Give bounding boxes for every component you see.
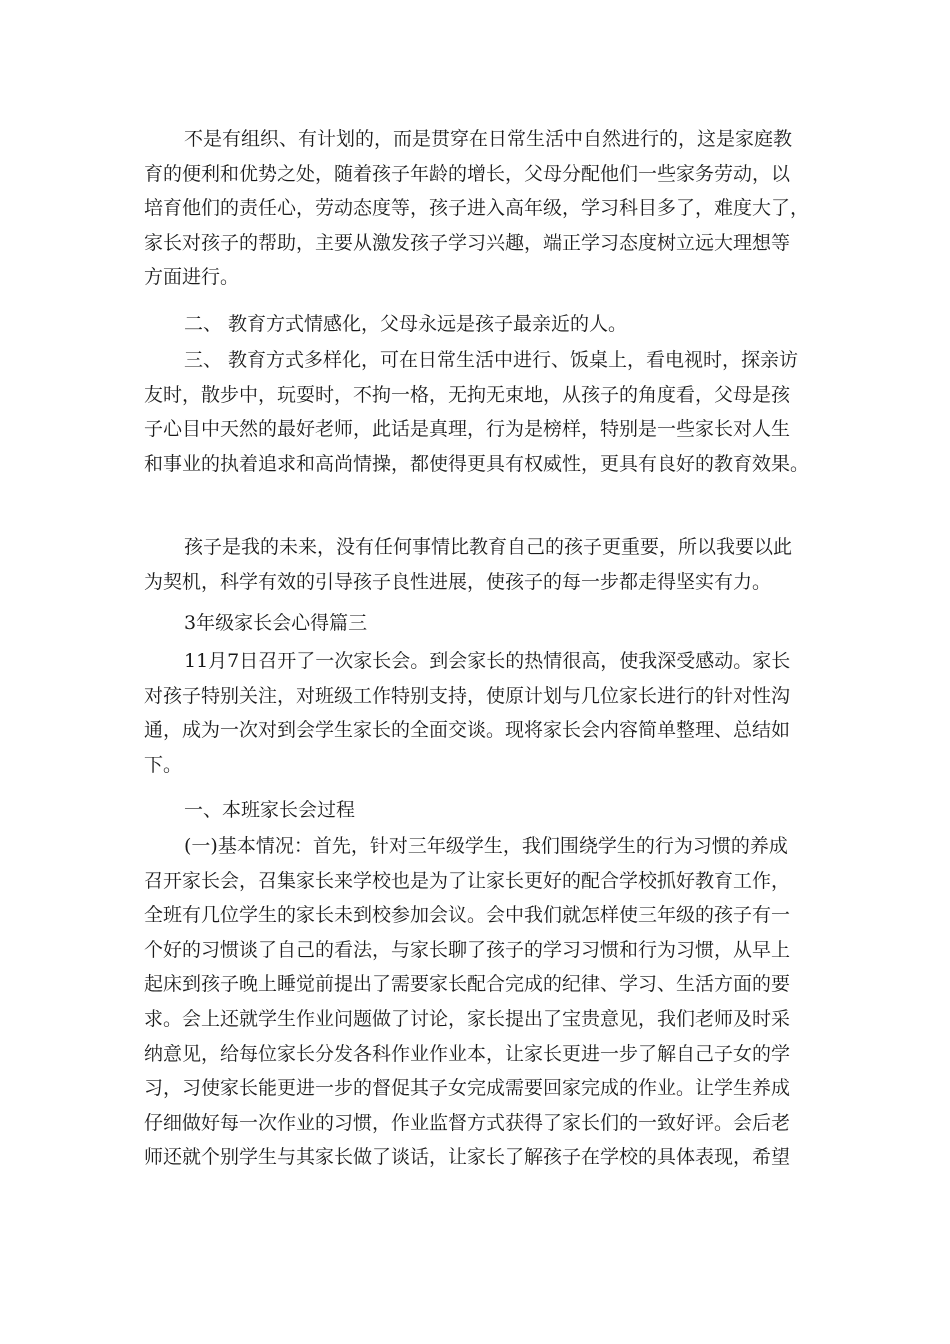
text-line: 孩子是我的未来，没有任何事情比教育自己的孩子更重要，所以我要以此: [184, 536, 793, 558]
text-line: 为契机，科学有效的引导孩子良性进展，使孩子的每一步都走得坚实有力。: [144, 570, 772, 593]
paragraph-point-two: [144, 307, 810, 342]
text-line: 3年级家长会心得篇三: [184, 612, 368, 634]
text-line: 个好的习惯谈了自己的看法，与家长聊了孩子的学习习惯和行为习惯，从早上: [144, 938, 791, 961]
text-line: 师还就个别学生与其家长做了谈话，让家长了解孩子在学校的具体表现，希望: [144, 1146, 791, 1169]
text-line: 一、本班家长会过程: [184, 799, 356, 821]
text-line: 三、 教育方式多样化，可在日常生活中进行、饭桌上，看电视时，探亲访: [184, 349, 799, 371]
section-heading-part-three: [144, 606, 810, 641]
text-line: 习，习使家长能更进一步的督促其子女完成需要回家完成的作业。让学生养成: [144, 1077, 791, 1100]
subheading-meeting-process: [144, 793, 810, 828]
text-line: 召开家长会，召集家长来学校也是为了让家长更好的配合学校抓好教育工作，: [144, 869, 791, 892]
text-line: 下。: [144, 753, 183, 776]
text-line: 起床到孩子晚上睡觉前提出了需要家长配合完成的纪律、学习、生活方面的要: [144, 973, 791, 996]
paragraph-family-education-advantages: [144, 122, 810, 295]
text-line: 二、 教育方式情感化，父母永远是孩子最亲近的人。: [184, 313, 628, 335]
text-line: 对孩子特别关注，对班级工作特别支持，使原计划与几位家长进行的针对性沟: [144, 684, 791, 707]
text-line: 和事业的执着追求和高尚情操，都使得更具有权威性，更具有良好的教育效果。: [144, 452, 810, 475]
text-line: 子心目中天然的最好老师，此话是真理，行为是榜样，特别是一些家长对人生: [144, 418, 791, 441]
text-line: 育的便利和优势之处，随着孩子年龄的增长，父母分配他们一些家务劳动，以: [144, 162, 791, 185]
paragraph-point-three: [144, 343, 810, 481]
text-line: 方面进行。: [144, 266, 240, 289]
text-line: 友时，散步中，玩耍时，不拘一格，无拘无束地，从孩子的角度看，父母是孩: [144, 383, 791, 406]
text-line: 全班有几位学生的家长未到校参加会议。会中我们就怎样使三年级的孩子有一: [144, 904, 791, 927]
text-line: (一)基本情况：首先，针对三年级学生，我们围绕学生的行为习惯的养成: [184, 835, 788, 857]
paragraph-meeting-summary: [144, 644, 810, 782]
text-line: 培育他们的责任心，劳动态度等，孩子进入高年级，学习科目多了，难度大了，: [144, 197, 810, 220]
text-line: 家长对孩子的帮助，主要从激发孩子学习兴趣，端正学习态度树立远大理想等: [144, 231, 791, 254]
text-line: 不是有组织、有计划的，而是贯穿在日常生活中自然进行的，这是家庭教: [184, 128, 793, 150]
paragraph-child-future: [144, 530, 810, 599]
text-line: 11月7日召开了一次家长会。到会家长的热情很高，使我深受感动。家长: [184, 650, 791, 672]
text-line: 通，成为一次对到会学生家长的全面交谈。现将家长会内容简单整理、总结如: [144, 719, 791, 742]
paragraph-basic-situation: [144, 829, 810, 1175]
text-line: 仔细做好每一次作业的习惯，作业监督方式获得了家长们的一致好评。会后老: [144, 1111, 791, 1134]
text-line: 求。会上还就学生作业问题做了讨论，家长提出了宝贵意见，我们老师及时采: [144, 1007, 791, 1030]
text-line: 纳意见，给每位家长分发各科作业作业本，让家长更进一步了解自己子女的学: [144, 1042, 791, 1065]
